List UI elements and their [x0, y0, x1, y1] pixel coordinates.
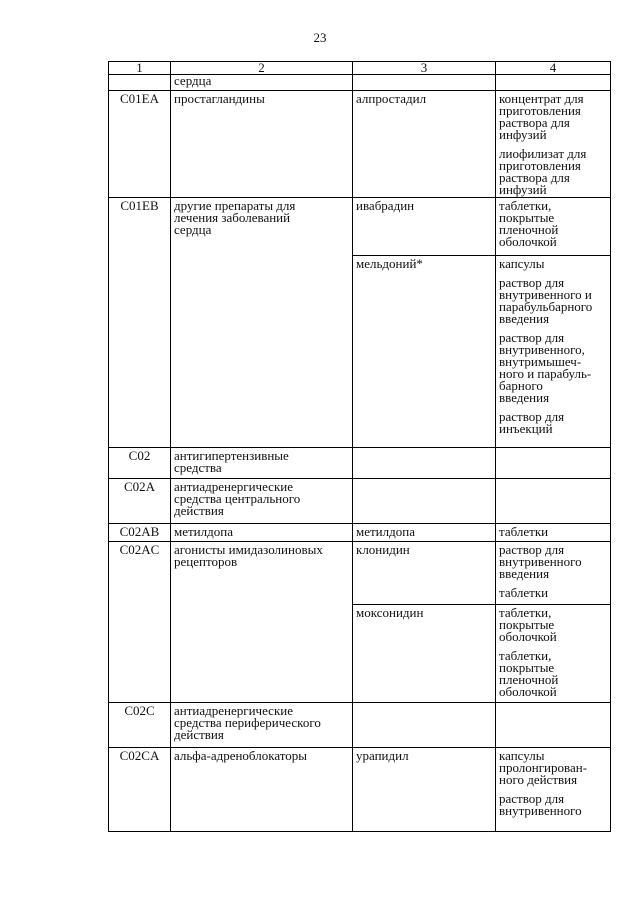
- code-cell: C01EB: [109, 198, 171, 448]
- column-number: 3: [353, 62, 496, 75]
- form-cell: [496, 448, 611, 479]
- code-cell: C02C: [109, 703, 171, 748]
- code-cell: C02A: [109, 479, 171, 524]
- table-row: [109, 448, 611, 479]
- dosage-form: раствор для инъекций: [499, 409, 565, 436]
- drug-cell: мельдоний*: [353, 256, 496, 448]
- dosage-form: лиофилизат для приготовления раствора для инфузий: [499, 146, 587, 197]
- group-cell: другие препараты для лечения заболеваний сердца: [171, 198, 353, 448]
- dosage-form: таблетки, покрытые оболочкой: [499, 605, 557, 644]
- group-cell: сердца: [171, 75, 353, 91]
- code-cell: C02CA: [109, 748, 171, 832]
- dosage-form: таблетки, покрытые пленочной оболочкой: [499, 648, 559, 699]
- form-cell: [496, 479, 611, 524]
- code-cell: [109, 75, 171, 91]
- drug-classification-table: [108, 61, 611, 832]
- drug-cell: [353, 448, 496, 479]
- column-number: 4: [496, 62, 611, 75]
- group-cell: антиадренергические средства периферического действия: [171, 703, 353, 748]
- table-row: [109, 198, 611, 256]
- code-cell: C02AB: [109, 524, 171, 542]
- form-cell: [496, 75, 611, 91]
- dosage-form: капсулы пролонгирован- ного действия: [499, 748, 588, 787]
- form-cell: [496, 198, 611, 256]
- drug-cell: [353, 75, 496, 91]
- column-number: 1: [109, 62, 171, 75]
- drug-cell: [353, 479, 496, 524]
- group-cell: метилдопа: [171, 524, 353, 542]
- code-cell: C01EA: [109, 91, 171, 198]
- table-row: [109, 703, 611, 748]
- group-cell: альфа-адреноблокаторы: [171, 748, 353, 832]
- table-row: [109, 91, 611, 198]
- dosage-form: концентрат для приготовления раствора для инфузий: [499, 91, 584, 142]
- group-cell: антигипертензивные средства: [171, 448, 353, 479]
- drug-cell: метилдопа: [353, 524, 496, 542]
- dosage-form: таблетки, покрытые пленочной оболочкой: [499, 198, 559, 249]
- dosage-form: раствор для внутривенного введения: [499, 542, 582, 581]
- drug-cell: алпростадил: [353, 91, 496, 198]
- drug-cell: моксонидин: [353, 605, 496, 703]
- dosage-form: раствор для внутривенного, внутримышеч- ного и парабуль- барного введения: [499, 330, 592, 405]
- dosage-form: раствор для внутривенного: [499, 791, 582, 818]
- page-number: 23: [313, 30, 327, 45]
- drug-cell: урапидил: [353, 748, 496, 832]
- drug-cell: ивабрадин: [353, 198, 496, 256]
- table-row: [109, 524, 611, 542]
- form-cell: [496, 524, 611, 542]
- dosage-form: таблетки: [499, 585, 549, 600]
- drug-cell: [353, 703, 496, 748]
- table-row: [109, 748, 611, 832]
- dosage-form: таблетки: [499, 524, 549, 539]
- form-cell: [496, 91, 611, 198]
- table-row: [109, 479, 611, 524]
- table-row: [109, 75, 611, 91]
- drug-cell: клонидин: [353, 542, 496, 605]
- dosage-form: раствор для внутривенного и парабульбарного введения: [499, 275, 593, 326]
- code-cell: C02: [109, 448, 171, 479]
- table-row: [109, 542, 611, 605]
- group-cell: антиадренергические средства центрального действия: [171, 479, 353, 524]
- form-cell: [496, 605, 611, 703]
- form-cell: [496, 748, 611, 832]
- form-cell: [496, 542, 611, 605]
- form-cell: [496, 256, 611, 448]
- code-cell: C02AC: [109, 542, 171, 703]
- group-cell: агонисты имидазолиновых рецепторов: [171, 542, 353, 703]
- group-cell: простагландины: [171, 91, 353, 198]
- dosage-form: капсулы: [499, 256, 545, 271]
- form-cell: [496, 703, 611, 748]
- column-number: 2: [171, 62, 353, 75]
